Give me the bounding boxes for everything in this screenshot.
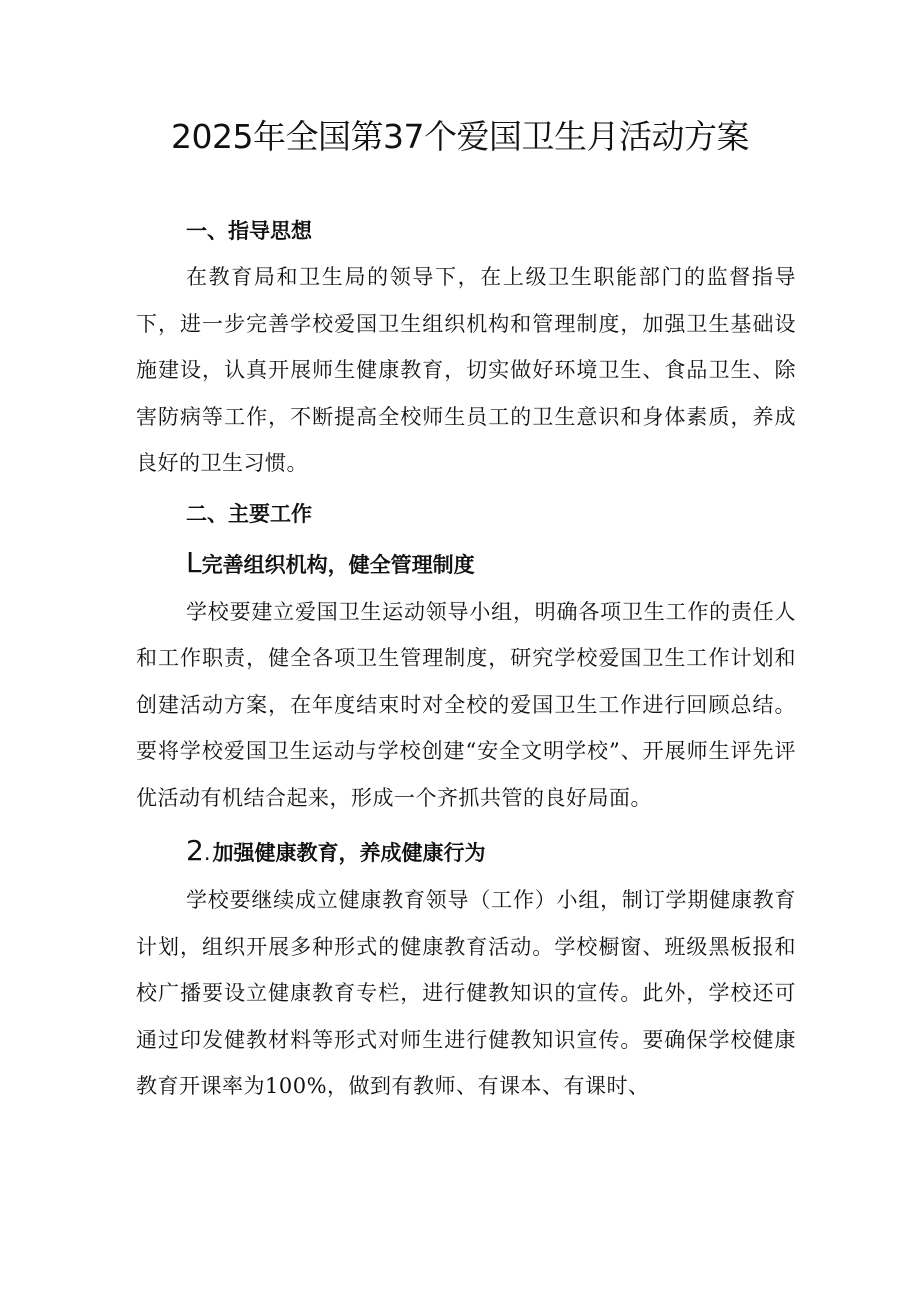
document-body [136, 208, 796, 1110]
document-title: 2025年全国第37个爱国卫生月活动方案 [171, 117, 749, 156]
subheading-text: 完善组织机构，健全管理制度 [201, 552, 475, 577]
subheading-health-education [136, 825, 796, 877]
subheading-text: 加强健康教育，养成健康行为 [212, 841, 486, 865]
paragraph-organization: 学校要建立爱国卫生运动领导小组，明确各项卫生工作的责任人和工作职责，健全各项卫生管理制度，研究学校爱国卫生工作计划和创建活动方案，在年度结束时对全校的爱国卫生工作进行回顾总结。要将学校爱国卫生运动与学校创建“安全文明学校”、开展师生评先评优活动有机结合起来，形成一个齐抓共管的良好局面。 [136, 599, 796, 810]
subheading-organization [136, 537, 796, 589]
paragraph-guiding-ideology: 在教育局和卫生局的领导下，在上级卫生职能部门的监督指导下，进一步完善学校爱国卫生组织机构和管理制度，加强卫生基础设施建设，认真开展师生健康教育，切实做好环境卫生、食品卫生、除害防病等工作，不断提高全校师生员工的卫生意识和身体素质，养成良好的卫生习惯。 [136, 265, 796, 475]
subheading-number: L [186, 545, 202, 579]
section-heading-guiding-ideology: 一、指导思想 [186, 219, 312, 243]
section-heading-main-work: 二、主要工作 [186, 501, 312, 526]
paragraph-health-education: 学校要继续成立健康教育领导（工作）小组，制订学期健康教育计划，组织开展多种形式的健康教育活动。学校橱窗、班级黑板报和校广播要设立健康教育专栏，进行健教知识的宣传。此外，学校还可通过印发健教材料等形式对师生进行健教知识宣传。要确保学校健康教育开课率为100%，做到有教师、有课本、有课时、 [136, 888, 796, 1098]
subheading-separator: . [203, 841, 211, 865]
subheading-number: 2 [186, 834, 204, 867]
